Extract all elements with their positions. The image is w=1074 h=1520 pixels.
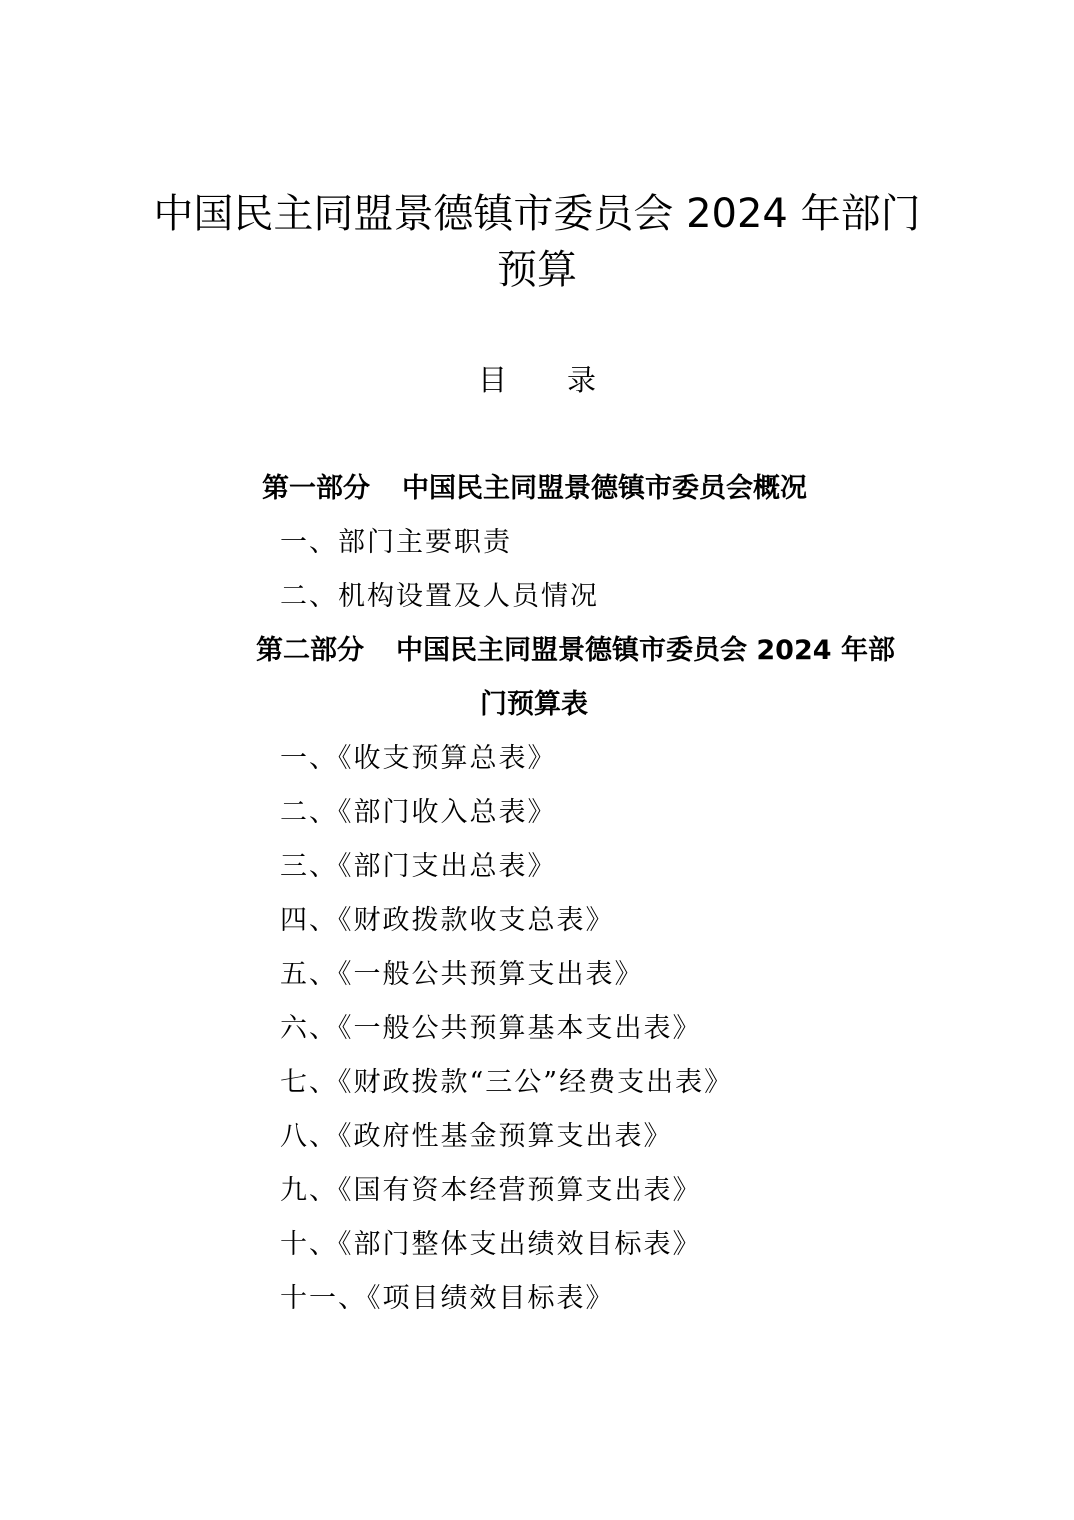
- toc-part2-item-5[interactable]: 五、《一般公共预算支出表》: [280, 959, 644, 990]
- toc-part1-item-1[interactable]: 一、部门主要职责: [280, 527, 512, 558]
- toc-part2-item-11[interactable]: 十一、《项目绩效目标表》: [280, 1283, 615, 1314]
- toc-part2-item-9[interactable]: 九、《国有资本经营预算支出表》: [280, 1175, 702, 1206]
- toc-part2-title-line2: 门预算表: [480, 689, 588, 720]
- document-title-line1: 中国民主同盟景德镇市委员会 2024 年部门: [153, 191, 921, 237]
- toc-heading: [0, 360, 1074, 400]
- document-title-line2: 预算: [497, 247, 577, 293]
- toc-part2-item-10[interactable]: 十、《部门整体支出绩效目标表》: [280, 1229, 702, 1260]
- toc-part2-item-2[interactable]: 二、《部门收入总表》: [280, 797, 557, 828]
- toc-part2-item-6[interactable]: 六、《一般公共预算基本支出表》: [280, 1013, 702, 1044]
- toc-part2-item-8[interactable]: 八、《政府性基金预算支出表》: [280, 1121, 673, 1152]
- toc-part1-heading[interactable]: [262, 471, 807, 507]
- toc-heading-char2: 录: [567, 363, 597, 397]
- toc-part1-label: 第一部分: [262, 473, 370, 504]
- toc-part2-item-7[interactable]: 七、《财政拨款“三公”经费支出表》: [280, 1067, 734, 1098]
- toc-part1-item-2[interactable]: 二、机构设置及人员情况: [280, 581, 599, 612]
- toc-part1-title: 中国民主同盟景德镇市委员会概况: [402, 473, 807, 504]
- toc-part2-label: 第二部分: [256, 635, 364, 666]
- toc-part2-item-3[interactable]: 三、《部门支出总表》: [280, 851, 557, 882]
- toc-part2-item-4[interactable]: 四、《财政拨款收支总表》: [280, 905, 615, 936]
- toc-part2-title-line1: 中国民主同盟景德镇市委员会 2024 年部: [396, 635, 895, 666]
- toc-part2-item-1[interactable]: 一、《收支预算总表》: [280, 743, 557, 774]
- toc-part2-heading[interactable]: [256, 633, 895, 669]
- toc-heading-char1: 目: [477, 363, 507, 397]
